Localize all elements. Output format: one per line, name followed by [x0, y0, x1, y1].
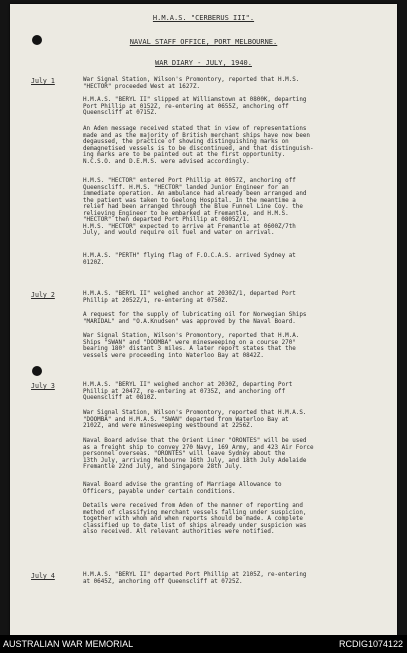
office-heading: NAVAL STAFF OFFICE, PORT MELBOURNE. [129, 38, 278, 46]
diary-entry: H.M.A.S. "BERYL II" departed Port Phillip at 2105Z, re-entering at 0645Z, anchoring off Queenscliff at 0725Z. [83, 572, 307, 585]
archive-footer [0, 635, 407, 653]
date-label-july-3: July 3 [31, 382, 55, 390]
diary-entry: H.M.A.S. "PERTH" flying flag of F.O.C.A.S. arrived Sydney at 0120Z. [83, 253, 296, 266]
ship-heading: H.M.A.S. "CERBERUS III". [152, 14, 255, 22]
diary-entry: War Signal Station, Wilson's Promontory, reported that H.M.S. "HECTOR" proceeded West at 1627Z. [83, 77, 300, 90]
date-label-july-1: July 1 [31, 77, 55, 85]
record-id: RCDIG1074122 [338, 639, 403, 649]
diary-entry: H.M.A.S. "BERYL II" weighed anchor at 2030Z/1, departed Port Phillip at 2052Z/1, re-entering at 0750Z. [83, 291, 296, 304]
diary-entry: War Signal Station, Wilson's Promontory, reported that H.M.A. Ships "SWAN" and "DOOMBA" were minesweeping on a course 270° bearing 180° distant 3 miles. A later report states that the vessels were proceeding into Waterloo Bay at 0842Z. [83, 333, 300, 359]
archive-name: AUSTRALIAN WAR MEMORIAL [3, 639, 134, 649]
diary-entry: H.M.A.S. "BERYL II" weighed anchor at 2030Z, departing Port Phillip at 2047Z, re-entering at 0735Z, and anchoring off Queenscliff at 0810Z. [83, 382, 293, 401]
diary-entry: War Signal Station, Wilson's Promontory, reported that H.M.A.S. "DOOMBA" and H.M.A.S. "SWAN" departed from Waterloo Bay at 2102Z, and were minesweeping westbound at 2256Z. [83, 410, 307, 429]
diary-page [10, 4, 397, 635]
diary-entry: An Aden message received stated that in view of representations made and as the majority of British merchant ships have now been degaussed, the practice of showing distinguishing marks on demagnetised vessels is to be discontinued, and that distinguish- ing marks are to be painted out at the first opportunity. N.C.S.O. and D.E.M.S. were advised accordingly. [83, 126, 314, 165]
diary-entry: H.M.S. "HECTOR" entered Port Phillip at 0057Z, anchoring off Queenscliff. H.M.S. "HECTOR" landed Junior Engineer for an immediate operation. An ambulance had already been arranged and the patient was taken to Geelong Hospital. In the meantime a relief had been arranged through the Blue Funnel Line Coy. the relieving Engineer to be embarked at Fremantle, and H.M.S. "HECTOR" then departed Port Phillip at 0805Z/1. H.M.S. "HECTOR" expected to arrive at Fremantle at 0600Z/7th July, and would require oil fuel and water on arrival. [83, 178, 307, 236]
punch-hole [32, 366, 42, 376]
date-label-july-2: July 2 [31, 291, 55, 299]
diary-title: WAR DIARY - JULY, 1940. [155, 59, 252, 67]
diary-entry: Details were received from Aden of the manner of reporting and method of classifying merchant vessels falling under suspicion, together with whom and when reports should be made. A complete classified up to date list of ships already under suspicion was also received. All relevant authorities were notified. [83, 503, 307, 535]
diary-entry: A request for the supply of lubricating oil for Norwegian Ships "MARIDAL" and "O.A.Knudsen" was approved by the Naval Board. [83, 312, 307, 325]
diary-entry: H.M.A.S. "BERYL II" slipped at Williamstown at 0800K, departing Port Phillip at 0152Z, re-entering at 0655Z, anchoring off Queenscliff at 0715Z. [83, 97, 307, 116]
date-label-july-4: July 4 [31, 572, 55, 580]
diary-entry: Naval Board advise that the Orient Liner "ORONTES" will be used as a freight ship to convey 270 Navy, 169 Army, and 423 Air Force personnel overseas. "ORONTES" will leave Sydney about the 13th July, arriving Melbourne 16th July, and 18th July Adelaide Fremantle 22nd July, and Singapore 28th July. [83, 438, 314, 470]
diary-entry: Naval Board advise the granting of Marriage Allowance to Officers, payable under certain conditions. [83, 482, 282, 495]
